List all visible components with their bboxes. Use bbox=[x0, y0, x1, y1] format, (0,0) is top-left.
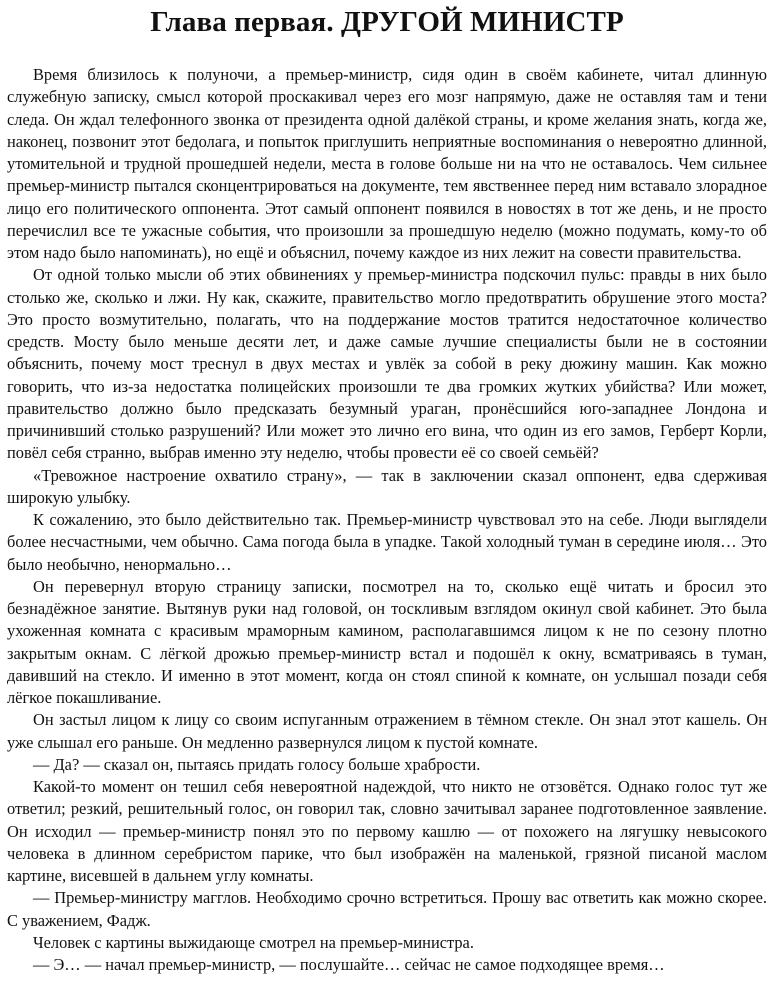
paragraph: Он застыл лицом к лицу со своим испуганным отражением в тёмном стекле. Он знал этот кашель. Он уже слышал его раньше. Он медленно развернулся лицом к пустой комнате. bbox=[7, 710, 767, 752]
paragraph: Время близилось к полуночи, а премьер-министр, сидя один в своём кабинете, читал длинную служебную записку, смысл которой проскакивал через его мозг напрямую, даже не оставляя там и тени следа. Он ждал телефонного звонка от президента одной далёкой страны, и кроме желания знать, когда же, наконец, позвонит этот бедолага, и попыток приглушить неприятные воспоминания о невероятно длинной, утомительной и трудной прошедшей недели, места в голове больше ни на что не оставалось. Чем сильнее премьер-министр пытался сконцентрироваться на документе, тем явственнее перед ним вставало злорадное лицо его политического оппонента. Этот самый оппонент появился в новостях в тот же день, и не просто перечислил все те ужасные события, что произошли за прошедшую неделю (можно подумать, кому-то об этом надо было напоминать), но ещё и объяснил, почему каждое из них лежит на совести правительства. bbox=[7, 65, 767, 262]
paragraph: «Тревожное настроение охватило страну», — так в заключении сказал оппонент, едва сдерживая широкую улыбку. bbox=[7, 465, 767, 507]
chapter-title: Глава первая. ДРУГОЙ МИНИСТР bbox=[150, 6, 624, 38]
paragraph: От одной только мысли об этих обвинениях у премьер-министра подскочил пульс: правды в них было столько же, сколько и лжи. Ну как, скажите, правительство могло предотвратить обрушение этого моста? Это просто возмутительно, полагать, что на поддержание мостов тратится недостаточное количество средств. Мосту было меньше десяти лет, и даже самые лучшие специалисты были не в состоянии объяснить, почему мост треснул в двух местах и увлёк за собой в реку дюжину машин. Как можно говорить, что из-за недостатка полицейских произошли те два громких жутких убийства? Или может, правительство должно было предсказать безумный ураган, пронёсшийся юго-западнее Лондона и причинивший столько разрушений? Или может это лично его вина, что один из его замов, Герберт Корли, повёл себя странно, выбрав именно эту неделю, чтобы провести её со своей семьёй? bbox=[7, 265, 767, 463]
paragraph: Человек с картины выжидающе смотрел на премьер-министра. bbox=[33, 932, 474, 952]
paragraph: — Э… — начал премьер-министр, — послушайте… сейчас не самое подходящее время… bbox=[33, 955, 665, 974]
paragraph: К сожалению, это было действительно так. Премьер-министр чувствовал это на себе. Люди выглядели более несчастными, чем обычно. Сама погода была в упадке. Такой холодный туман в середине июля… Это было необычно, ненормально… bbox=[7, 510, 767, 574]
paragraph: — Да? — сказал он, пытаясь придать голосу больше храбрости. bbox=[33, 754, 481, 774]
chapter-body bbox=[7, 64, 767, 976]
paragraph: — Премьер-министру магглов. Необходимо срочно встретиться. Прошу вас ответить как можно скорее. С уважением, Фадж. bbox=[7, 888, 767, 930]
paragraph: Какой-то момент он тешил себя невероятной надеждой, что никто не отзовётся. Однако голос тут же ответил; резкий, решительный голос, он говорил так, словно зачитывал заранее подготовленное заявление. Он исходил — премьер-министр понял это по первому кашлю — от похожего на лягушку невысокого человека в длинном серебристом парике, что был изображён на маленькой, грязной писаной маслом картине, висевшей в дальнем углу комнаты. bbox=[7, 777, 767, 885]
paragraph: Он перевернул вторую страницу записки, посмотрел на то, сколько ещё читать и бросил это безнадёжное занятие. Вытянув руки над головой, он тоскливым взглядом окинул свой кабинет. Это была ухоженная комната с красивым мраморным камином, располагавшимся лицом к не по сезону плотно закрытым окнам. С лёгкой дрожью премьер-министр встал и подошёл к окну, всматриваясь в туман, давивший на стекло. И именно в этот момент, когда он стоял спиной к комнате, он услышал позади себя лёгкое покашливание. bbox=[7, 576, 767, 707]
